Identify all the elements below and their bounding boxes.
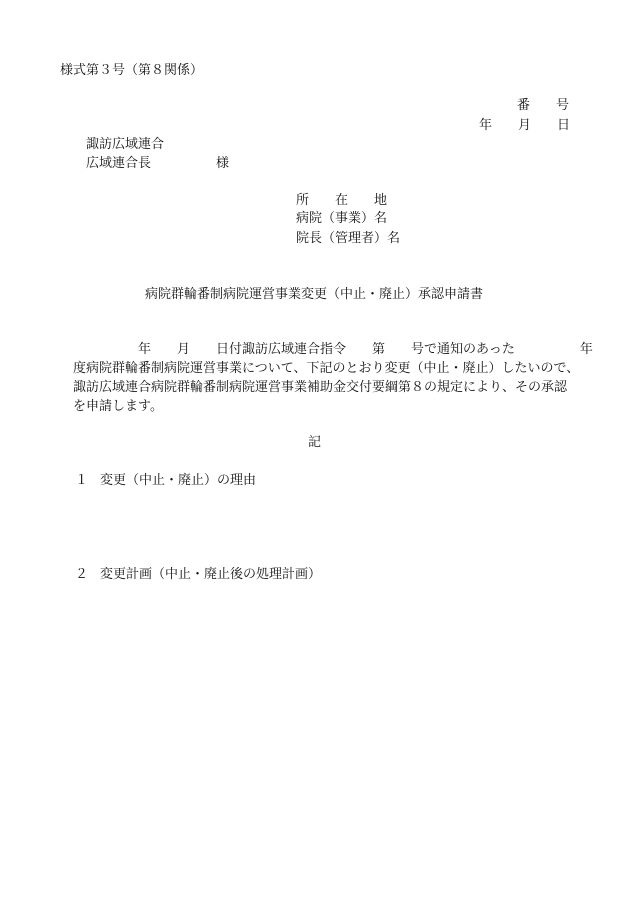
- applicant-hospital-label: 病院（事業）名: [296, 211, 388, 226]
- item-1-text: 変更（中止・廃止）の理由: [100, 473, 257, 488]
- addressee-org: 諏訪広域連合: [86, 137, 165, 152]
- addressee-title: 広域連合長 様: [86, 156, 230, 171]
- body-line-3: 諏訪広域連合病院群輪番制病院運営事業補助金交付要綱第８の規定により、その承認: [73, 380, 568, 395]
- document-title: 病院群輪番制病院運営事業変更（中止・廃止）承認申請書: [145, 287, 484, 302]
- ki-label: 記: [308, 435, 322, 450]
- item-1-number: １: [75, 473, 89, 488]
- item-2-number: ２: [75, 567, 89, 582]
- number-line: 番 号: [517, 98, 570, 113]
- applicant-address-label: 所 在 地: [296, 193, 388, 208]
- body-line-1: 年 月 日付諏訪広域連合指令 第 号で通知のあった 年: [73, 342, 593, 357]
- body-line-2: 度病院群輪番制病院運営事業について、下記のとおり変更（中止・廃止）したいので、: [73, 361, 580, 376]
- item-2-text: 変更計画（中止・廃止後の処理計画）: [100, 567, 322, 582]
- date-line: 年 月 日: [479, 118, 571, 133]
- form-label: 様式第３号（第８関係）: [60, 63, 204, 78]
- applicant-director-label: 院長（管理者）名: [296, 231, 401, 246]
- body-line-4: を申請します。: [73, 399, 163, 414]
